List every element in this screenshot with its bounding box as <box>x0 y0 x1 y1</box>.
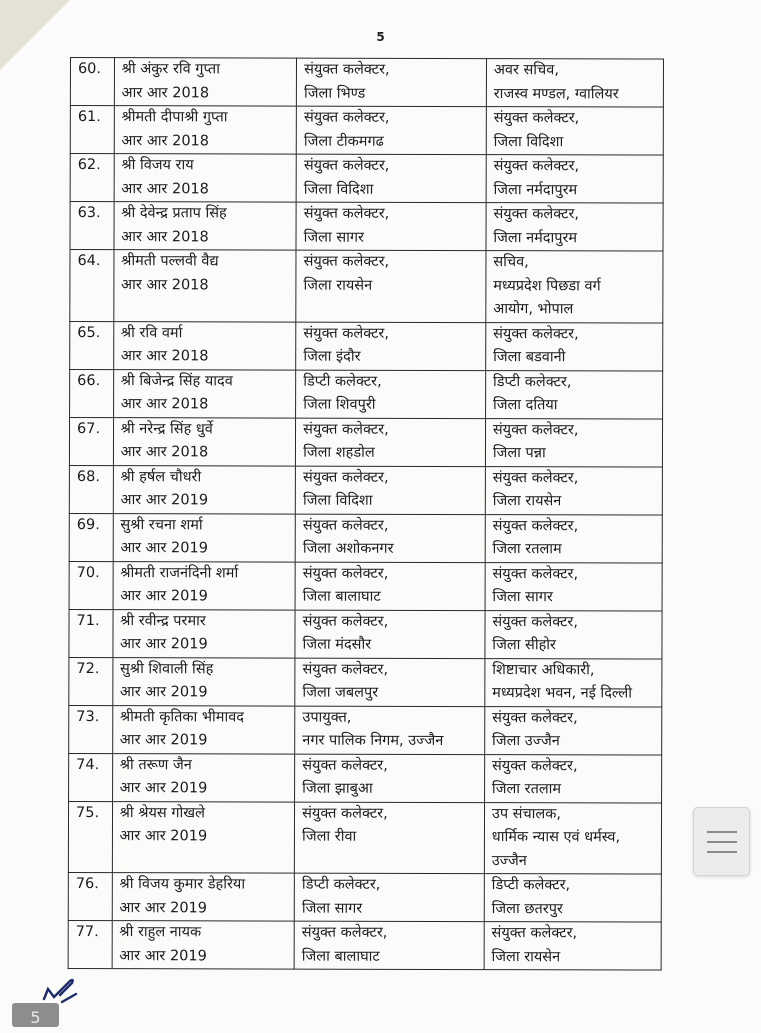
new-posting-cell <box>485 610 662 658</box>
new-posting-cell <box>486 155 663 203</box>
current-posting-line: संयुक्त कलेक्टर, <box>301 924 388 941</box>
serial-number-cell <box>69 417 113 465</box>
table-row <box>70 321 663 371</box>
officer-batch: आर आर 2018 <box>120 396 209 413</box>
current-posting-line: जिला जबलपुर <box>302 684 379 701</box>
officer-cell <box>113 417 296 465</box>
serial-number-cell <box>70 106 114 154</box>
officer-batch: आर आर 2019 <box>120 588 208 605</box>
new-posting-line: संयुक्त कलेक्टर, <box>492 565 579 582</box>
current-posting-line: जिला झाबुआ <box>302 780 373 797</box>
officer-batch: आर आर 2018 <box>121 180 209 197</box>
officer-batch: आर आर 2018 <box>121 228 209 245</box>
serial-number-cell <box>69 465 113 513</box>
serial-number: 61. <box>77 109 101 126</box>
officer-name: श्री अंकुर रवि गुप्ता <box>121 61 221 78</box>
new-posting-line: आयोग, भोपाल <box>493 301 574 318</box>
current-posting-line: जिला विदिशा <box>302 492 373 509</box>
new-posting-cell <box>486 322 663 370</box>
current-posting-cell <box>295 610 485 658</box>
current-posting-line: जिला सागर <box>301 900 363 917</box>
officer-name: श्री विजय राय <box>121 157 194 174</box>
serial-number: 65. <box>77 324 101 341</box>
current-posting-cell <box>296 250 486 322</box>
current-posting-line: संयुक्त कलेक्टर, <box>302 469 389 486</box>
new-posting-cell <box>485 706 662 754</box>
current-posting-cell <box>296 370 486 418</box>
current-posting-cell <box>295 514 485 562</box>
current-posting-cell <box>296 202 486 250</box>
current-posting-line: जिला शहडोल <box>303 444 375 461</box>
table-row <box>69 609 662 659</box>
current-posting-line: संयुक्त कलेक्टर, <box>303 253 390 270</box>
officer-cell <box>112 873 295 921</box>
serial-number-cell <box>68 920 112 968</box>
current-posting-cell <box>295 706 485 754</box>
officer-batch: आर आर 2019 <box>119 899 208 916</box>
current-posting-line: नगर पालिक निगम, उज्जैन <box>302 732 444 749</box>
new-posting-cell <box>485 466 662 514</box>
new-posting-line: डिप्टी कलेक्टर, <box>492 373 572 390</box>
serial-number-cell <box>69 513 113 561</box>
officer-batch: आर आर 2018 <box>120 276 209 293</box>
new-posting-line: डिप्टी कलेक्टर, <box>491 877 571 894</box>
new-posting-line: धार्मिक न्यास एवं धर्मस्व, <box>491 829 621 846</box>
new-posting-line: उज्जैन <box>491 852 527 869</box>
serial-number-cell <box>69 657 113 705</box>
serial-number: 66. <box>77 372 101 389</box>
serial-number: 73. <box>76 708 100 725</box>
new-posting-cell <box>485 418 662 466</box>
officer-cell <box>114 58 297 106</box>
current-posting-line: संयुक्त कलेक्टर, <box>302 805 388 822</box>
new-posting-line: संयुक्त कलेक्टर, <box>492 709 578 726</box>
officer-batch: आर आर 2018 <box>121 84 210 101</box>
new-posting-line: जिला छतरपुर <box>491 900 563 917</box>
current-posting-cell <box>294 802 484 874</box>
table-row <box>70 250 663 323</box>
officer-cell <box>113 321 296 369</box>
current-posting-line: जिला विदिशा <box>303 181 374 198</box>
document-menu-button[interactable] <box>693 807 750 876</box>
table-row <box>69 705 662 755</box>
current-posting-line: संयुक्त कलेक्टर, <box>303 421 389 438</box>
current-posting-line: जिला बालाघाट <box>301 948 380 965</box>
table-row <box>68 872 661 922</box>
new-posting-line: जिला विदिशा <box>493 133 564 150</box>
current-posting-line: जिला सागर <box>303 229 365 246</box>
officer-cell <box>112 753 295 801</box>
officer-name: श्री हर्षल चौधरी <box>120 468 202 485</box>
new-posting-line: संयुक्त कलेक्टर, <box>491 757 578 774</box>
officer-cell <box>112 801 295 873</box>
new-posting-line: जिला सीहोर <box>492 637 556 654</box>
officer-name: सुश्री रचना शर्मा <box>120 516 203 533</box>
current-posting-cell <box>294 921 484 969</box>
officer-batch: आर आर 2019 <box>119 828 208 845</box>
table-row <box>70 369 663 419</box>
current-posting-line: जिला मंदसौर <box>302 636 372 653</box>
current-posting-line: डिप्टी कलेक्टर, <box>303 373 382 390</box>
current-posting-line: जिला अशोकनगर <box>302 540 394 557</box>
serial-number: 70. <box>76 564 100 581</box>
officer-batch: आर आर 2019 <box>120 540 208 557</box>
new-posting-line: जिला रतलाम <box>491 781 562 798</box>
new-posting-cell <box>485 562 662 610</box>
officer-cell <box>112 705 295 753</box>
new-posting-cell <box>484 802 661 874</box>
officer-cell <box>113 513 296 561</box>
new-posting-cell <box>484 874 661 922</box>
current-posting-cell <box>295 754 485 802</box>
current-posting-line: संयुक्त कलेक्टर, <box>302 613 389 630</box>
officer-batch: आर आर 2018 <box>120 348 209 365</box>
new-posting-line: जिला रायसेन <box>491 948 561 965</box>
serial-number: 74. <box>76 756 100 773</box>
serial-number-cell <box>69 609 113 657</box>
new-posting-cell <box>486 203 663 251</box>
new-posting-cell <box>485 658 662 706</box>
new-posting-line: राजस्व मण्डल, ग्वालियर <box>493 85 619 102</box>
officer-name: श्री विजय कुमार डेहरिया <box>119 876 246 893</box>
officer-batch: आर आर 2018 <box>120 444 209 461</box>
new-posting-line: अवर सचिव, <box>493 62 559 79</box>
current-posting-cell <box>295 658 485 706</box>
table-row <box>70 106 663 156</box>
serial-number: 63. <box>77 205 101 222</box>
current-posting-cell <box>296 418 486 466</box>
serial-number: 67. <box>77 420 101 437</box>
officer-name: श्रीमती कृतिका भीमावद <box>119 708 245 725</box>
table-row <box>69 417 662 467</box>
transfer-list-table <box>68 57 664 971</box>
menu-lines-icon <box>707 851 737 853</box>
officer-cell <box>114 202 297 250</box>
new-posting-cell <box>485 370 662 418</box>
serial-number: 69. <box>76 516 100 533</box>
officer-name: श्री बिजेन्द्र सिंह यादव <box>120 372 233 389</box>
new-posting-line: जिला नर्मदापुरम <box>493 229 578 246</box>
serial-number-cell <box>70 321 114 369</box>
new-posting-line: जिला बडवानी <box>493 349 566 366</box>
current-posting-line: जिला रायसेन <box>303 277 373 294</box>
new-posting-cell <box>486 59 663 107</box>
new-posting-line: मध्यप्रदेश भवन, नई दिल्ली <box>492 685 633 702</box>
officer-cell <box>112 921 295 969</box>
serial-number-cell <box>69 561 113 609</box>
table-row <box>70 58 663 108</box>
menu-lines-icon <box>707 841 737 843</box>
new-posting-line: जिला नर्मदापुरम <box>493 181 578 198</box>
new-posting-line: जिला दतिया <box>492 397 558 414</box>
serial-number-cell <box>70 202 114 250</box>
officer-name: श्री रवीन्द्र परमार <box>120 612 206 629</box>
table-body <box>68 58 663 971</box>
current-posting-line: संयुक्त कलेक्टर, <box>302 757 388 774</box>
serial-number-cell <box>70 250 114 322</box>
table-row <box>68 920 661 970</box>
serial-number: 71. <box>76 612 100 629</box>
officer-cell <box>114 106 297 154</box>
new-posting-cell <box>484 922 661 970</box>
current-posting-line: जिला भिण्ड <box>303 85 366 102</box>
new-posting-cell <box>486 251 663 323</box>
new-posting-line: जिला रतलाम <box>492 541 562 558</box>
officer-name: श्रीमती दीपाश्री गुप्ता <box>121 109 228 126</box>
officer-cell <box>113 369 296 417</box>
table-row <box>68 801 661 874</box>
current-posting-line: संयुक्त कलेक्टर, <box>303 157 390 174</box>
table-row <box>70 202 663 252</box>
table-row <box>69 753 662 803</box>
new-posting-line: सचिव, <box>493 254 529 271</box>
officer-batch: आर आर 2018 <box>121 132 210 149</box>
officer-name: श्रीमती पल्लवी वैद्य <box>121 253 219 270</box>
table-row <box>69 657 662 707</box>
officer-name: श्री श्रेयस गोखले <box>119 804 205 821</box>
serial-number: 64. <box>77 253 101 270</box>
current-posting-line: संयुक्त कलेक्टर, <box>303 205 390 222</box>
current-posting-cell <box>294 873 484 921</box>
new-posting-cell <box>485 514 662 562</box>
serial-number-cell <box>70 58 114 106</box>
officer-name: सुश्री शिवाली सिंह <box>119 660 214 677</box>
current-posting-line: जिला इंदौर <box>303 348 361 365</box>
new-posting-line: संयुक्त कलेक्टर, <box>491 925 578 942</box>
current-posting-line: संयुक्त कलेक्टर, <box>304 61 390 78</box>
table-row <box>69 513 662 563</box>
current-posting-line: जिला टीकमगढ <box>303 133 384 150</box>
serial-number: 75. <box>76 804 100 821</box>
serial-number: 60. <box>77 61 102 78</box>
current-posting-line: जिला शिवपुरी <box>303 396 376 413</box>
officer-cell <box>113 465 296 513</box>
current-posting-line: जिला रीवा <box>302 828 357 845</box>
officer-batch: आर आर 2019 <box>120 492 209 509</box>
serial-number-cell <box>68 872 112 920</box>
serial-number: 72. <box>76 660 100 677</box>
new-posting-line: संयुक्त कलेक्टर, <box>492 421 579 438</box>
new-posting-line: जिला सागर <box>492 589 553 606</box>
new-posting-line: संयुक्त कलेक्टर, <box>493 110 580 127</box>
current-posting-cell <box>295 466 485 514</box>
current-posting-line: संयुक्त कलेक्टर, <box>302 565 389 582</box>
current-posting-cell <box>296 106 486 154</box>
officer-name: श्री नरेन्द्र सिंह धुर्वे <box>120 420 213 437</box>
current-posting-line: संयुक्त कलेक्टर, <box>302 517 389 534</box>
new-posting-line: संयुक्त कलेक्टर, <box>492 469 579 486</box>
officer-batch: आर आर 2019 <box>120 636 208 653</box>
new-posting-line: संयुक्त कलेक्टर, <box>492 613 578 630</box>
current-posting-line: संयुक्त कलेक्टर, <box>303 109 390 126</box>
serial-number: 76. <box>75 876 99 893</box>
new-posting-line: मध्यप्रदेश पिछडा वर्ग <box>493 277 601 294</box>
signature-initial <box>40 975 90 1005</box>
new-posting-line: शिष्टाचार अधिकारी, <box>492 661 595 678</box>
serial-number-cell <box>70 154 114 202</box>
current-posting-cell <box>296 154 486 202</box>
officer-name: श्री तरूण जैन <box>119 756 192 773</box>
serial-number-cell <box>70 369 114 417</box>
new-posting-line: जिला उज्जैन <box>492 733 560 750</box>
new-posting-cell <box>484 754 661 802</box>
officer-cell <box>113 561 296 609</box>
new-posting-line: संयुक्त कलेक्टर, <box>493 158 580 175</box>
current-posting-line: जिला बालाघाट <box>302 588 381 605</box>
table-row <box>69 465 662 515</box>
new-posting-line: संयुक्त कलेक्टर, <box>493 325 579 342</box>
officer-batch: आर आर 2019 <box>119 947 207 964</box>
current-posting-line: उपायुक्त, <box>302 709 352 726</box>
current-posting-cell <box>296 322 486 370</box>
current-posting-cell <box>296 58 486 106</box>
page-badge[interactable]: 5 <box>12 1003 59 1027</box>
new-posting-line: संयुक्त कलेक्टर, <box>492 517 579 534</box>
serial-number-cell <box>69 753 113 801</box>
serial-number: 62. <box>77 157 101 174</box>
current-posting-line: डिप्टी कलेक्टर, <box>301 876 381 893</box>
current-posting-cell <box>295 562 485 610</box>
officer-cell <box>113 609 296 657</box>
officer-name: श्री देवेन्द्र प्रताप सिंह <box>121 205 227 222</box>
new-posting-line: जिला रायसेन <box>492 493 562 510</box>
table-row <box>69 561 662 611</box>
menu-lines-icon <box>707 831 737 833</box>
new-posting-line: जिला पन्ना <box>492 445 546 462</box>
serial-number-cell <box>69 705 113 753</box>
officer-cell <box>114 154 297 202</box>
table-row <box>70 154 663 204</box>
officer-batch: आर आर 2019 <box>119 684 208 701</box>
new-posting-line: उप संचालक, <box>491 805 562 822</box>
serial-number: 77. <box>75 924 99 941</box>
new-posting-cell <box>486 107 663 155</box>
officer-cell <box>112 657 295 705</box>
officer-name: श्री रवि वर्मा <box>120 324 183 341</box>
current-posting-line: संयुक्त कलेक्टर, <box>302 661 389 678</box>
new-posting-line: संयुक्त कलेक्टर, <box>493 206 580 223</box>
serial-number: 68. <box>76 468 100 485</box>
officer-name: श्रीमती राजनंदिनी शर्मा <box>120 564 239 581</box>
current-posting-line: संयुक्त कलेक्टर, <box>303 325 389 342</box>
officer-name: श्री राहुल नायक <box>119 924 202 941</box>
page-number: 5 <box>376 30 385 44</box>
serial-number-cell <box>68 801 112 873</box>
officer-batch: आर आर 2019 <box>119 780 208 797</box>
officer-cell <box>113 250 296 322</box>
officer-batch: आर आर 2019 <box>119 732 208 749</box>
